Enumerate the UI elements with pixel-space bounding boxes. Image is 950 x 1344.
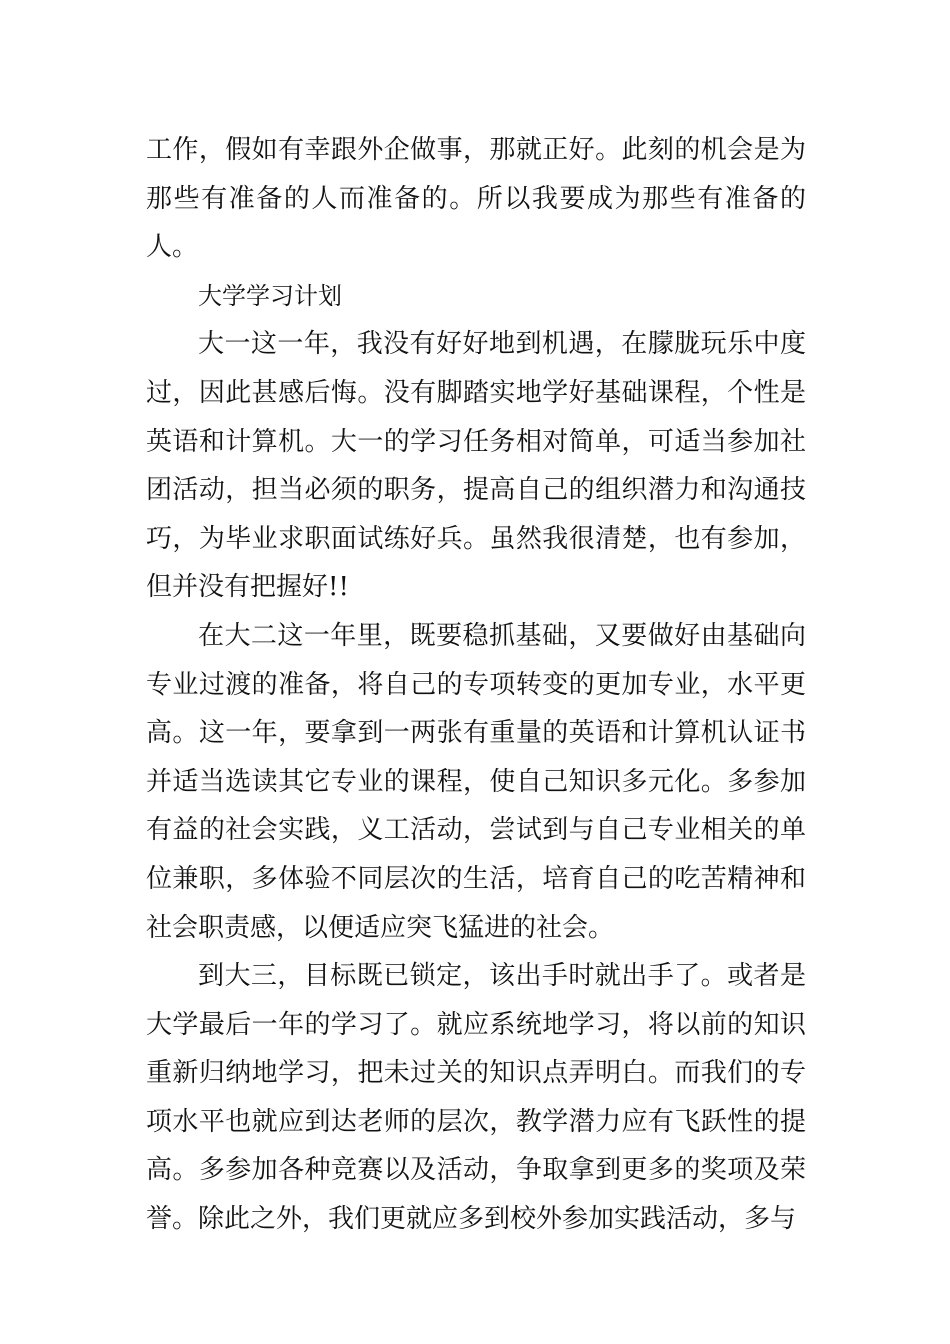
- paragraph-junior-year: 到大三，目标既已锁定，该出手时就出手了。或者是大学最后一年的学习了。就应系统地学习，将以前的知识重新归纳地学习，把未过关的知识点弄明白。而我们的专项水平也就应到达老师的层次，教学潜力应有飞跃性的提高。多参加各种竞赛以及活动，争取拿到更多的奖项及荣誉。除此之外，我们更就应多到校外参加实践活动，多与: [146, 961, 806, 1235]
- paragraph-continuation: 工作，假如有幸跟外企做事，那就正好。此刻的机会是为那些有准备的人而准备的。所以我要成为那些有准备的人。: [146, 135, 806, 263]
- document-body: [146, 126, 806, 1244]
- section-heading: 大学学习计划: [198, 281, 342, 310]
- paragraph-freshman-year: 大一这一年，我没有好好地到机遇，在朦胧玩乐中度过，因此甚感后悔。没有脚踏实地学好基础课程，个性是英语和计算机。大一的学习任务相对简单，可适当参加社团活动，担当必须的职务，提高自己的组织潜力和沟通技巧，为毕业求职面试练好兵。虽然我很清楚，也有参加，但并没有把握好!!: [146, 329, 806, 603]
- paragraph-sophomore-year: 在大二这一年里，既要稳抓基础，又要做好由基础向专业过渡的准备，将自己的专项转变的更加专业，水平更高。这一年，要拿到一两张有重量的英语和计算机认证书并适当选读其它专业的课程，使自己知识多元化。多参加有益的社会实践，义工活动，尝试到与自己专业相关的单位兼职，多体验不同层次的生活，培育自己的吃苦精神和社会职责感，以便适应突飞猛进的社会。: [146, 620, 806, 943]
